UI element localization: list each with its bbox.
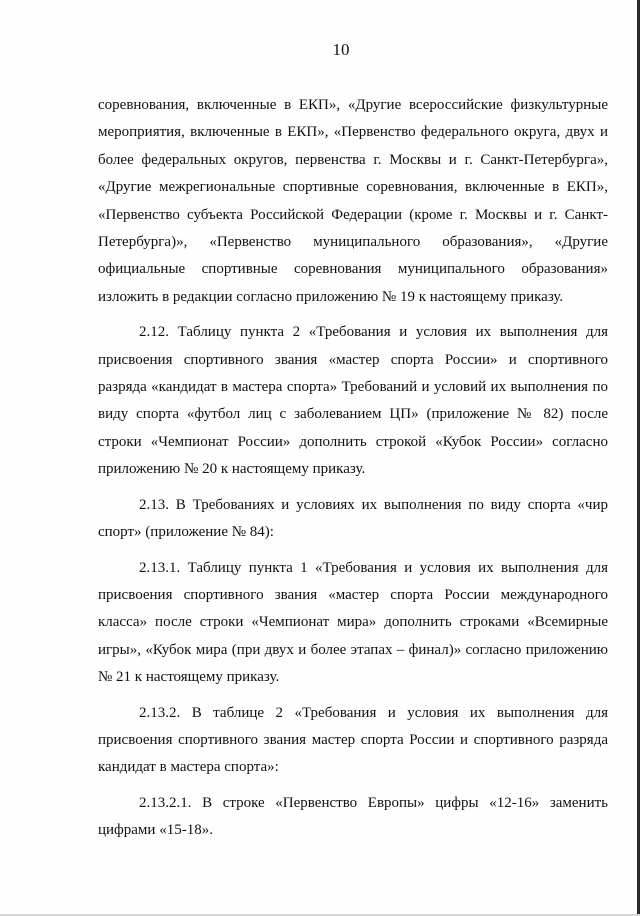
page-number: 10 — [332, 40, 350, 59]
paragraph-2-13-1: 2.13.1. Таблицу пункта 1 «Требования и условия их выполнения для присвоения спортивного звания «мастер спорта России международного класса» после строки «Чемпионат мира» дополнить строками «Всемирные игры», «Кубок мира (при двух и более этапах – финал)» согласно приложению № 21 к настоящему приказу. — [98, 559, 608, 686]
paragraph-2-13-2: 2.13.2. В таблице 2 «Требования и условия их выполнения для присвоения спортивного звания мастер спорта России и спортивного разряда кандидат в мастера спорта»: — [98, 704, 608, 776]
paragraph-2-13-2-1: 2.13.2.1. В строке «Первенство Европы» цифры «12-16» заменить цифрами «15-18». — [98, 794, 608, 839]
document-body — [98, 92, 608, 853]
paragraph-continuation: соревнования, включенные в ЕКП», «Другие всероссийские физкультурные мероприятия, включенные в ЕКП», «Первенство федерального округа, двух и более федеральных округов, первенства г. Москвы и г. Санкт-Петербурга», «Другие межрегиональные спортивные соревнования, включенные в ЕКП», «Первенство субъекта Российской Федерации (кроме г. Москвы и г. Санкт-Петербурга)», «Первенство муниципального образования», «Другие официальные спортивные соревнования муниципального образования» изложить в редакции согласно приложению № 19 к настоящему приказу. — [98, 97, 608, 305]
paragraph-2-13: 2.13. В Требованиях и условиях их выполнения по виду спорта «чир спорт» (приложение № 84): — [98, 496, 608, 541]
paragraph-2-12: 2.12. Таблицу пункта 2 «Требования и условия их выполнения для присвоения спортивного звания «мастер спорта России» и спортивного разряда «кандидат в мастера спорта» Требований и условий их выполнения по виду спорта «футбол лиц с заболеванием ЦП» (приложение № 82) после строки «Чемпионат России» дополнить строкой «Кубок России» согласно приложению № 20 к настоящему приказу. — [98, 324, 608, 478]
